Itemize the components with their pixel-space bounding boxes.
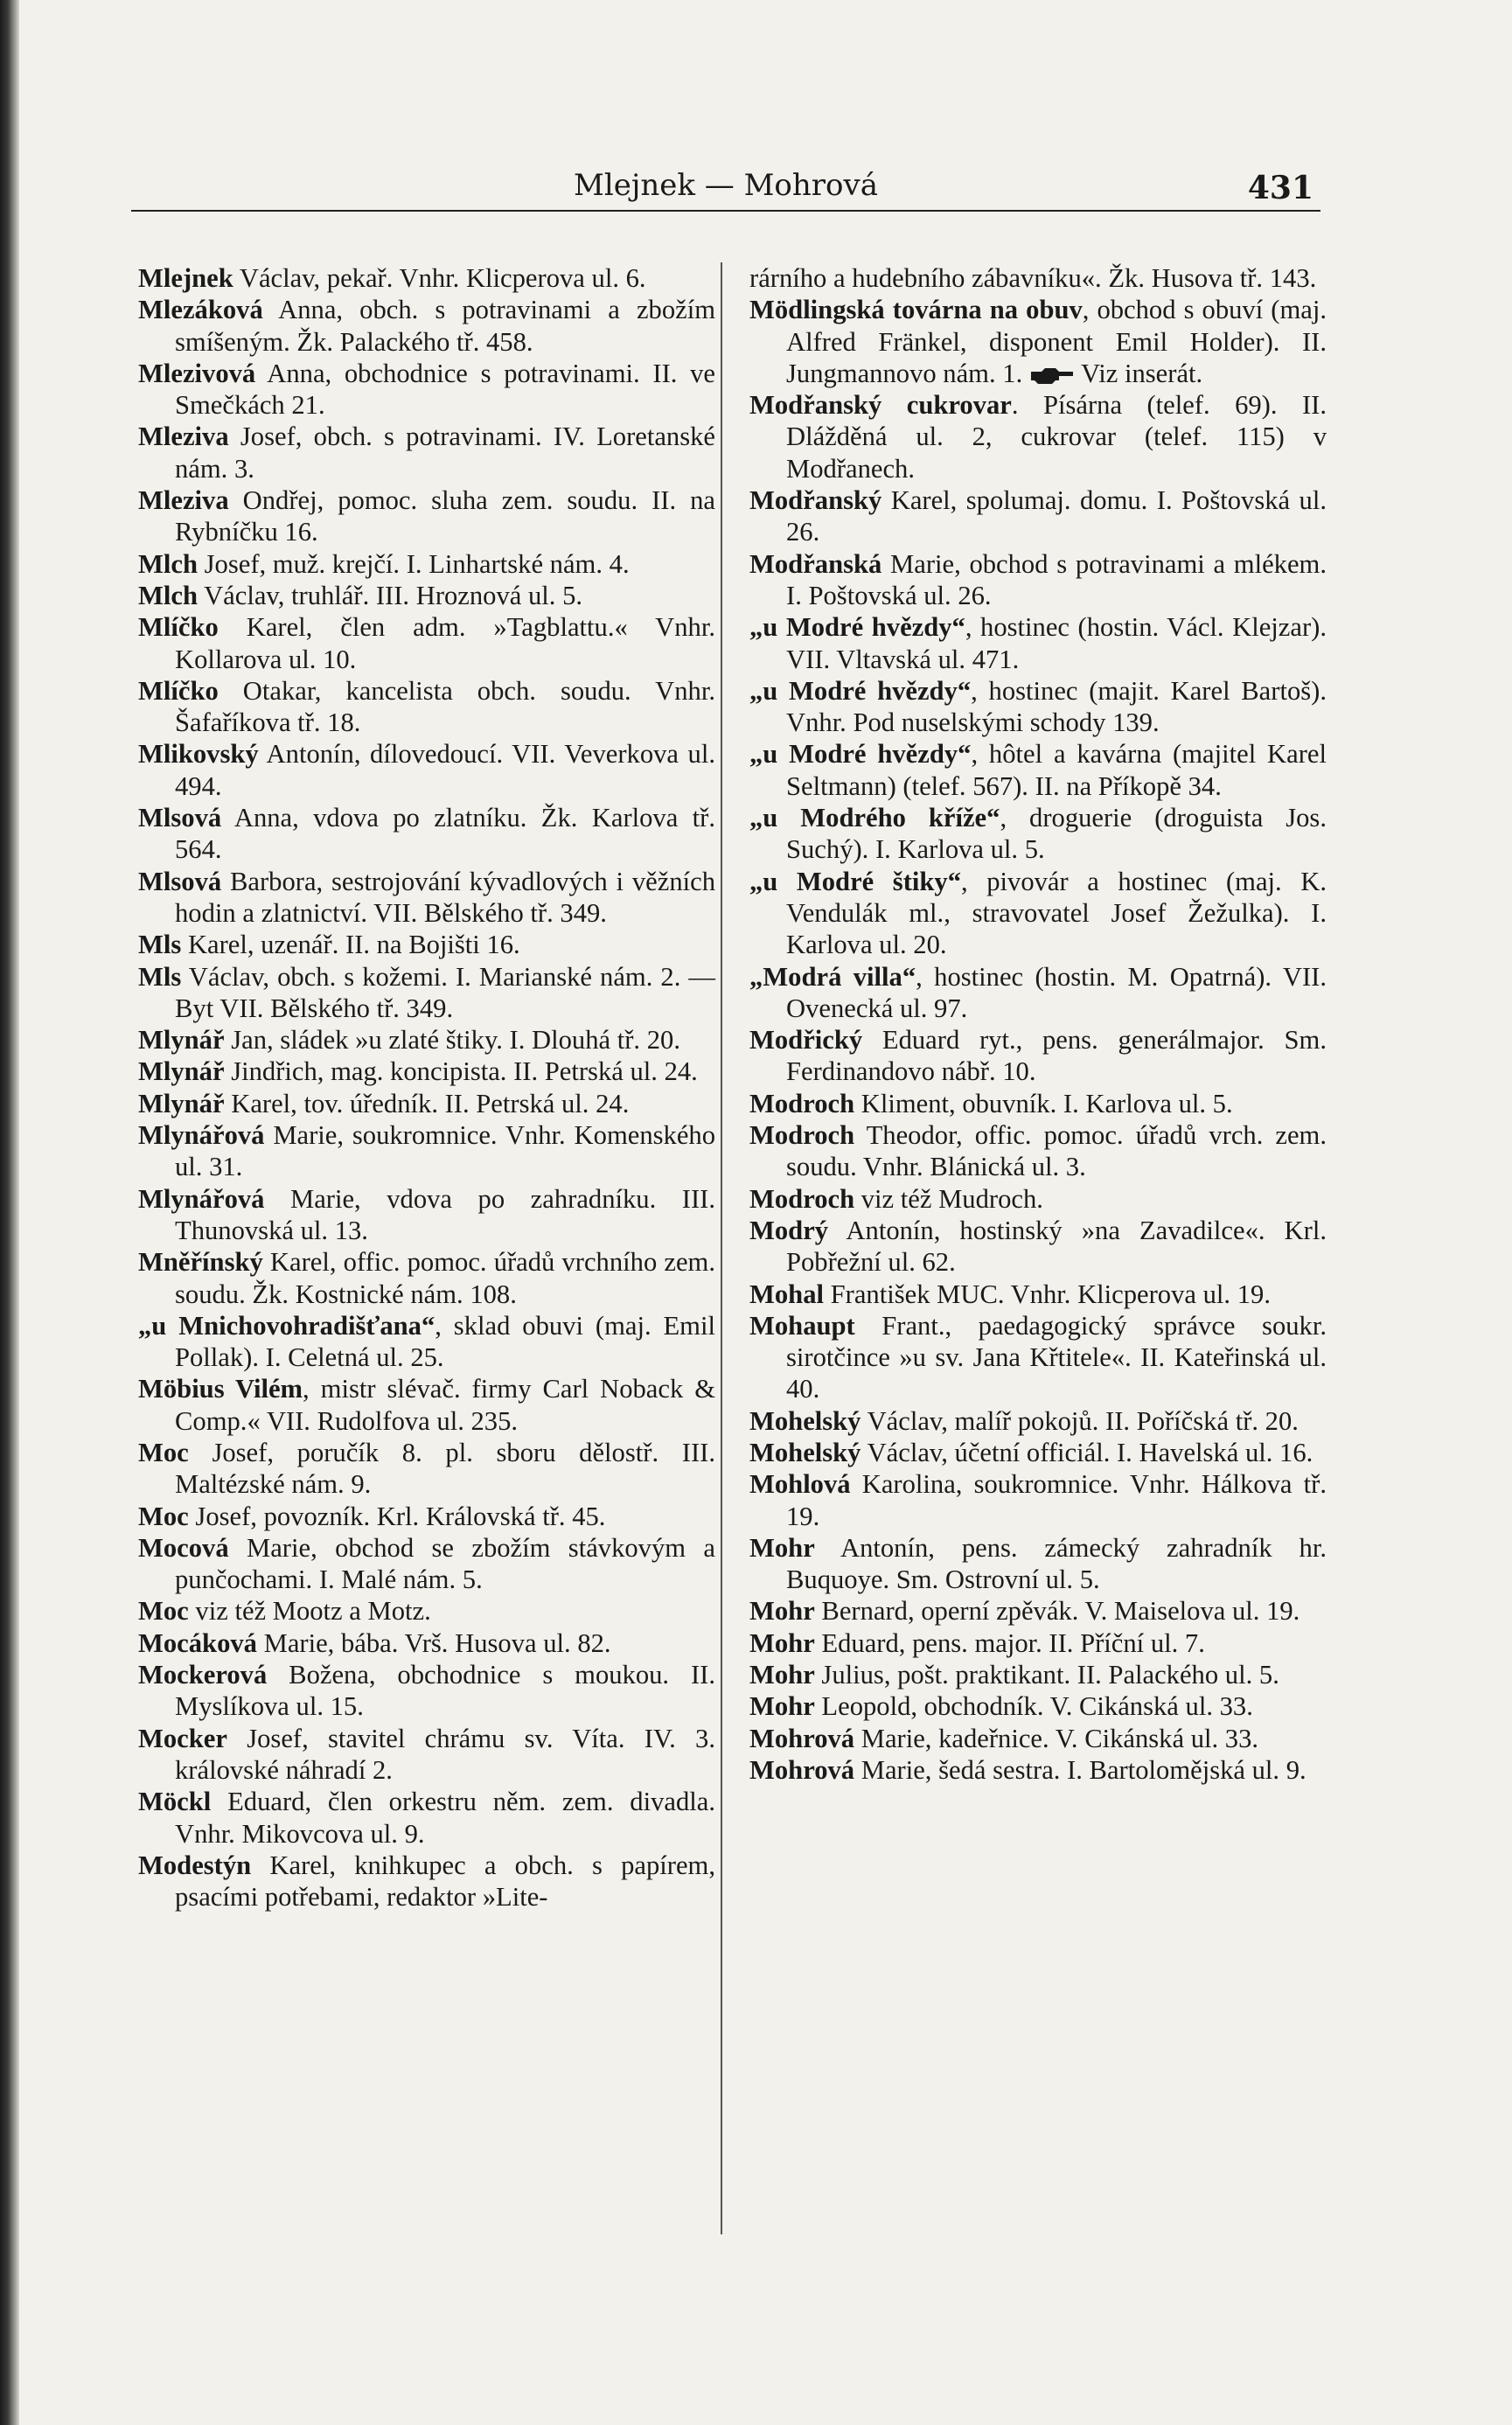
directory-entry bbox=[138, 262, 715, 294]
directory-entry bbox=[749, 1405, 1327, 1437]
entry-name: Mlynář bbox=[138, 1088, 225, 1118]
entry-note: Viz inserát. bbox=[1074, 358, 1203, 388]
entry-text: Marie, soukromnice. Vnhr. Komenského ul. 31. bbox=[175, 1120, 715, 1182]
directory-entry bbox=[749, 1119, 1327, 1183]
entry-text: viz též Mootz a Motz. bbox=[188, 1596, 431, 1627]
directory-entry bbox=[749, 1690, 1327, 1722]
entry-name: Mohr bbox=[749, 1691, 815, 1722]
entry-name: Modřický bbox=[749, 1025, 863, 1056]
entry-text: Eduard, člen orkestru něm. zem. divadla. Vnhr. Mikovcova ul. 9. bbox=[175, 1787, 715, 1849]
entry-text: Karel, uzenář. II. na Bojišti 16. bbox=[181, 930, 520, 960]
directory-entry bbox=[749, 1088, 1327, 1119]
directory-entry bbox=[749, 1310, 1327, 1405]
directory-entry bbox=[749, 1437, 1327, 1468]
entry-text: Leopold, obchodník. V. Cikánská ul. 33. bbox=[814, 1691, 1253, 1722]
entry-name: Mödlingská továrna na obuv bbox=[749, 295, 1083, 325]
entry-text: Anna, obchodnice s potravinami. II. ve Smečkách 21. bbox=[175, 358, 715, 421]
entry-name: Moc bbox=[138, 1437, 189, 1467]
entry-text: Marie, bába. Vrš. Husova ul. 82. bbox=[256, 1627, 611, 1658]
entry-name: Mlynářová bbox=[138, 1120, 265, 1151]
entry-name: Mohelský bbox=[749, 1405, 861, 1436]
left-column bbox=[138, 262, 715, 1913]
entry-text: Antonín, hostinský »na Zavadilce«. Krl. Pobřežní ul. 62. bbox=[786, 1215, 1327, 1278]
entry-text: František MUC. Vnhr. Klicperova ul. 19. bbox=[823, 1279, 1271, 1309]
directory-entry bbox=[749, 675, 1327, 739]
entry-text: Barbora, sestrojování kývadlových i věžních hodin a zlatnictví. VII. Bělského tř. 349. bbox=[175, 866, 715, 928]
entry-text: viz též Mudroch. bbox=[854, 1183, 1043, 1214]
entry-text: Václav, účetní officiál. I. Havelská ul. 16. bbox=[861, 1437, 1313, 1467]
directory-entry bbox=[138, 580, 715, 611]
entry-text: rárního a hudebního zábavníku«. Žk. Husova tř. 143. bbox=[749, 263, 1317, 293]
entry-text: , sklad obuvi (maj. Emil Pollak). I. Celetná ul. 25. bbox=[175, 1310, 715, 1373]
entry-name: Mohrová bbox=[749, 1723, 855, 1753]
directory-entry bbox=[749, 1532, 1327, 1596]
entry-name: Möckl bbox=[138, 1787, 212, 1817]
directory-entry bbox=[749, 1468, 1327, 1532]
entry-text: Karel, tov. úředník. II. Petrská ul. 24. bbox=[224, 1088, 630, 1118]
entry-text: Josef, povozník. Krl. Královská tř. 45. bbox=[188, 1501, 606, 1531]
directory-entry bbox=[138, 1501, 715, 1532]
entry-text: , hôtel a kavárna (majitel Karel Seltmann) (telef. 567). II. na Příkopě 34. bbox=[786, 739, 1327, 801]
entry-name: Mls bbox=[138, 961, 182, 992]
entry-name: Mohr bbox=[749, 1532, 815, 1563]
directory-entry bbox=[749, 389, 1327, 484]
entry-text: Julius, pošt. praktikant. II. Palackého ul. 5. bbox=[814, 1660, 1279, 1690]
entry-text: Antonín, dílovedoucí. VII. Veverkova ul. 494. bbox=[175, 739, 715, 801]
entry-name: Moc bbox=[138, 1596, 189, 1627]
right-column bbox=[749, 262, 1327, 1786]
entry-text: Theodor, offic. pomoc. úřadů vrch. zem. soudu. Vnhr. Blánická ul. 3. bbox=[786, 1120, 1327, 1182]
entry-name: „Modrá villa“ bbox=[749, 961, 916, 992]
directory-entry bbox=[138, 1595, 715, 1627]
entry-name: Mohlová bbox=[749, 1469, 851, 1500]
entry-text: Eduard, pens. major. II. Příční ul. 7. bbox=[814, 1627, 1205, 1658]
entry-text: . Písárna (telef. 69). II. Dlážděná ul. 2, cukrovar (telef. 115) v Modřanech. bbox=[786, 390, 1327, 484]
running-header bbox=[131, 157, 1320, 212]
header-title: Mlejnek — Mohrová bbox=[574, 168, 878, 203]
directory-entry bbox=[749, 866, 1327, 961]
entry-name: Möbius Vilém bbox=[138, 1374, 303, 1404]
entry-text: Karel, člen adm. »Tagblattu.« Vnhr. Kollarova ul. 10. bbox=[175, 612, 715, 674]
entry-name: „u Modré hvězdy“ bbox=[749, 675, 972, 706]
entry-text: Kliment, obuvník. I. Karlova ul. 5. bbox=[854, 1088, 1233, 1118]
entry-text: Marie, vdova po zahradníku. III. Thunovská ul. 13. bbox=[175, 1183, 715, 1245]
entry-text: Václav, obch. s kožemi. I. Marianské nám. 2. — Byt VII. Bělského tř. 349. bbox=[175, 961, 715, 1023]
entry-text: Josef, muž. krejčí. I. Linhartské nám. 4. bbox=[197, 548, 630, 579]
entry-name: Mocáková bbox=[138, 1627, 257, 1658]
directory-entry bbox=[138, 866, 715, 930]
entry-text: Josef, obch. s potravinami. IV. Loretanské nám. 3. bbox=[175, 422, 715, 484]
directory-entry bbox=[138, 358, 715, 422]
entry-name: Mlezáková bbox=[138, 295, 263, 325]
directory-entry bbox=[138, 929, 715, 960]
directory-entry bbox=[138, 1627, 715, 1659]
entry-text: Josef, stavitel chrámu sv. Víta. IV. 3. královské náhradí 2. bbox=[175, 1723, 715, 1785]
directory-entry bbox=[749, 1754, 1327, 1786]
directory-entry bbox=[749, 1627, 1327, 1659]
entry-name: „u Modrého kříže“ bbox=[749, 803, 1000, 833]
entry-text: Karel, offic. pomoc. úřadů vrchního zem. soudu. Žk. Kostnické nám. 108. bbox=[175, 1247, 715, 1309]
entry-name: Mlch bbox=[138, 548, 198, 579]
entry-name: Mlíčko bbox=[138, 612, 219, 643]
entry-text: Václav, malíř pokojů. II. Poříčská tř. 20. bbox=[861, 1405, 1299, 1436]
entry-name: Mlezivová bbox=[138, 358, 256, 388]
page-number: 431 bbox=[1247, 170, 1313, 206]
entry-name: Mlynářová bbox=[138, 1183, 265, 1214]
entry-text: Otakar, kancelista obch. soudu. Vnhr. Šafaříkova tř. 18. bbox=[175, 675, 715, 738]
directory-entry bbox=[138, 1056, 715, 1087]
entry-name: Modřanský bbox=[749, 485, 882, 516]
entry-name: Mohaupt bbox=[749, 1310, 855, 1341]
entry-text: Marie, kadeřnice. V. Cikánská ul. 33. bbox=[854, 1723, 1259, 1753]
directory-entry bbox=[749, 802, 1327, 866]
entry-name: Mlejnek bbox=[138, 263, 233, 293]
entry-text: Karel, knihkupec a obch. s papírem, psacími potřebami, redaktor »Lite- bbox=[175, 1850, 715, 1913]
directory-entry bbox=[749, 484, 1327, 548]
entry-name: Modrý bbox=[749, 1215, 829, 1245]
entry-name: Mockerová bbox=[138, 1660, 268, 1690]
directory-entry bbox=[138, 1088, 715, 1119]
entry-name: Modestýn bbox=[138, 1850, 252, 1880]
entry-name: Mohr bbox=[749, 1660, 815, 1690]
entry-text: Bernard, operní zpěvák. V. Maiselova ul. 19. bbox=[814, 1596, 1300, 1627]
entry-text: Jan, sládek »u zlaté štiky. I. Dlouhá tř. 20. bbox=[224, 1025, 680, 1056]
entry-name: Mohal bbox=[749, 1279, 824, 1309]
entry-text: Jindřich, mag. koncipista. II. Petrská ul. 24. bbox=[224, 1056, 698, 1087]
entry-text: Marie, obchod s potravinami a mlékem. I. Poštovská ul. 26. bbox=[786, 548, 1327, 610]
directory-entry bbox=[138, 611, 715, 675]
entry-name: Mlsová bbox=[138, 803, 222, 833]
column-divider bbox=[721, 262, 722, 2234]
entry-name: „u Mnichovohradišťana“ bbox=[138, 1310, 435, 1341]
entry-text: Václav, truhlář. III. Hroznová ul. 5. bbox=[197, 580, 583, 610]
directory-entry bbox=[138, 1183, 715, 1247]
directory-entry bbox=[138, 1024, 715, 1056]
directory-entry bbox=[138, 1437, 715, 1501]
entry-name: Mohr bbox=[749, 1627, 815, 1658]
directory-entry bbox=[749, 294, 1327, 389]
entry-name: Mleziva bbox=[138, 422, 229, 452]
directory-entry bbox=[749, 611, 1327, 675]
entry-text: Božena, obchodnice s moukou. II. Myslíkova ul. 15. bbox=[175, 1660, 715, 1722]
entry-name: Modroch bbox=[749, 1120, 855, 1151]
entry-name: Mohr bbox=[749, 1596, 815, 1627]
entry-name: Mlikovský bbox=[138, 739, 259, 770]
entry-name: Mohrová bbox=[749, 1754, 855, 1785]
directory-entry bbox=[138, 1659, 715, 1723]
directory-entry bbox=[138, 1850, 715, 1913]
entry-name: Moc bbox=[138, 1501, 189, 1531]
entry-text: , obchod s obuví (maj. Alfred Fränkel, disponent Emil Holder). II. Jungmannovo nám. 1. bbox=[786, 295, 1327, 388]
entry-name: Mls bbox=[138, 930, 182, 960]
entry-text: Frant., paedagogický správce soukr. sirotčince »u sv. Jana Křtitele«. II. Kateřinská ul. 40. bbox=[786, 1310, 1327, 1404]
entry-text: , pivovár a hostinec (maj. K. Vendulák ml., stravovatel Josef Žežulka). I. Karlova ul. 20. bbox=[786, 866, 1327, 960]
entry-name: Mocker bbox=[138, 1723, 227, 1753]
directory-entry bbox=[138, 484, 715, 548]
entry-text: , hostinec (hostin. M. Opatrná). VII. Ovenecká ul. 97. bbox=[786, 961, 1327, 1023]
directory-entry bbox=[749, 262, 1327, 294]
entry-text: Marie, obchod se zbožím stávkovým a punčochami. I. Malé nám. 5. bbox=[175, 1532, 715, 1595]
entry-name: Mohelský bbox=[749, 1437, 861, 1467]
entry-name: Mlíčko bbox=[138, 675, 219, 706]
entry-name: Modřanský cukrovar bbox=[749, 390, 1012, 421]
entry-text: Marie, šedá sestra. I. Bartolomějská ul. 9. bbox=[854, 1754, 1306, 1785]
directory-entry bbox=[749, 738, 1327, 802]
directory-entry bbox=[138, 1310, 715, 1374]
directory-entry bbox=[138, 1786, 715, 1850]
entry-text: Karel, spolumaj. domu. I. Poštovská ul. 26. bbox=[786, 485, 1327, 547]
entry-text: , mistr slévač. firmy Carl Noback & Comp.« VII. Rudolfova ul. 235. bbox=[175, 1374, 715, 1436]
entry-text: Anna, obch. s potravinami a zbožím smíšeným. Žk. Palackého tř. 458. bbox=[175, 295, 715, 357]
directory-entry bbox=[138, 548, 715, 580]
entry-name: Mlynář bbox=[138, 1025, 225, 1056]
directory-entry bbox=[138, 961, 715, 1025]
entry-name: Mleziva bbox=[138, 485, 229, 516]
directory-entry bbox=[749, 548, 1327, 612]
directory-entry bbox=[749, 1659, 1327, 1690]
directory-entry bbox=[138, 1532, 715, 1596]
directory-entry bbox=[138, 1723, 715, 1787]
entry-name: „u Modré hvězdy“ bbox=[749, 739, 972, 770]
entry-text: Ondřej, pomoc. sluha zem. soudu. II. na Rybníčku 16. bbox=[175, 485, 715, 547]
directory-entry bbox=[138, 1373, 715, 1437]
page-edge-shadow bbox=[0, 0, 19, 2425]
entry-name: Mněřínský bbox=[138, 1247, 263, 1278]
directory-entry bbox=[749, 961, 1327, 1025]
entry-name: Mlch bbox=[138, 580, 198, 610]
entry-name: Mocová bbox=[138, 1532, 229, 1563]
entry-text: , hostinec (majit. Karel Bartoš). Vnhr. Pod nuselskými schody 139. bbox=[786, 675, 1327, 738]
entry-name: Modroch bbox=[749, 1183, 855, 1214]
directory-entry bbox=[138, 1119, 715, 1183]
entry-text: Josef, poručík 8. pl. sboru dělostř. III. Maltézské nám. 9. bbox=[175, 1437, 715, 1500]
entry-text: Antonín, pens. zámecký zahradník hr. Buquoye. Sm. Ostrovní ul. 5. bbox=[786, 1532, 1327, 1595]
entry-name: Mlynář bbox=[138, 1056, 225, 1087]
directory-entry bbox=[749, 1723, 1327, 1754]
entry-text: Karolina, soukromnice. Vnhr. Hálkova tř. 19. bbox=[786, 1469, 1327, 1531]
directory-entry bbox=[749, 1024, 1327, 1088]
entry-name: „u Modré štiky“ bbox=[749, 866, 962, 896]
entry-text: Eduard ryt., pens. generálmajor. Sm. Ferdinandovo nábř. 10. bbox=[786, 1025, 1327, 1087]
entry-text: Václav, pekař. Vnhr. Klicperova ul. 6. bbox=[233, 263, 646, 293]
directory-entry bbox=[138, 294, 715, 358]
directory-entry bbox=[749, 1183, 1327, 1215]
pointing-hand-icon bbox=[1029, 365, 1075, 387]
entry-text: Anna, vdova po zlatníku. Žk. Karlova tř. 564. bbox=[175, 803, 715, 865]
directory-entry bbox=[138, 1246, 715, 1310]
directory-entry bbox=[749, 1279, 1327, 1310]
entry-name: Mlsová bbox=[138, 866, 222, 896]
directory-entry bbox=[749, 1215, 1327, 1279]
directory-entry bbox=[749, 1595, 1327, 1627]
entry-text: , droguerie (droguista Jos. Suchý). I. Karlova ul. 5. bbox=[786, 803, 1327, 865]
entry-name: Modřanská bbox=[749, 548, 882, 579]
directory-entry bbox=[138, 738, 715, 802]
entry-name: Modroch bbox=[749, 1088, 855, 1118]
directory-entry bbox=[138, 675, 715, 739]
entry-text: , hostinec (hostin. Václ. Klejzar). VII. Vltavská ul. 471. bbox=[786, 612, 1327, 674]
directory-entry bbox=[138, 421, 715, 484]
directory-entry bbox=[138, 802, 715, 866]
entry-name: „u Modré hvězdy“ bbox=[749, 612, 965, 643]
